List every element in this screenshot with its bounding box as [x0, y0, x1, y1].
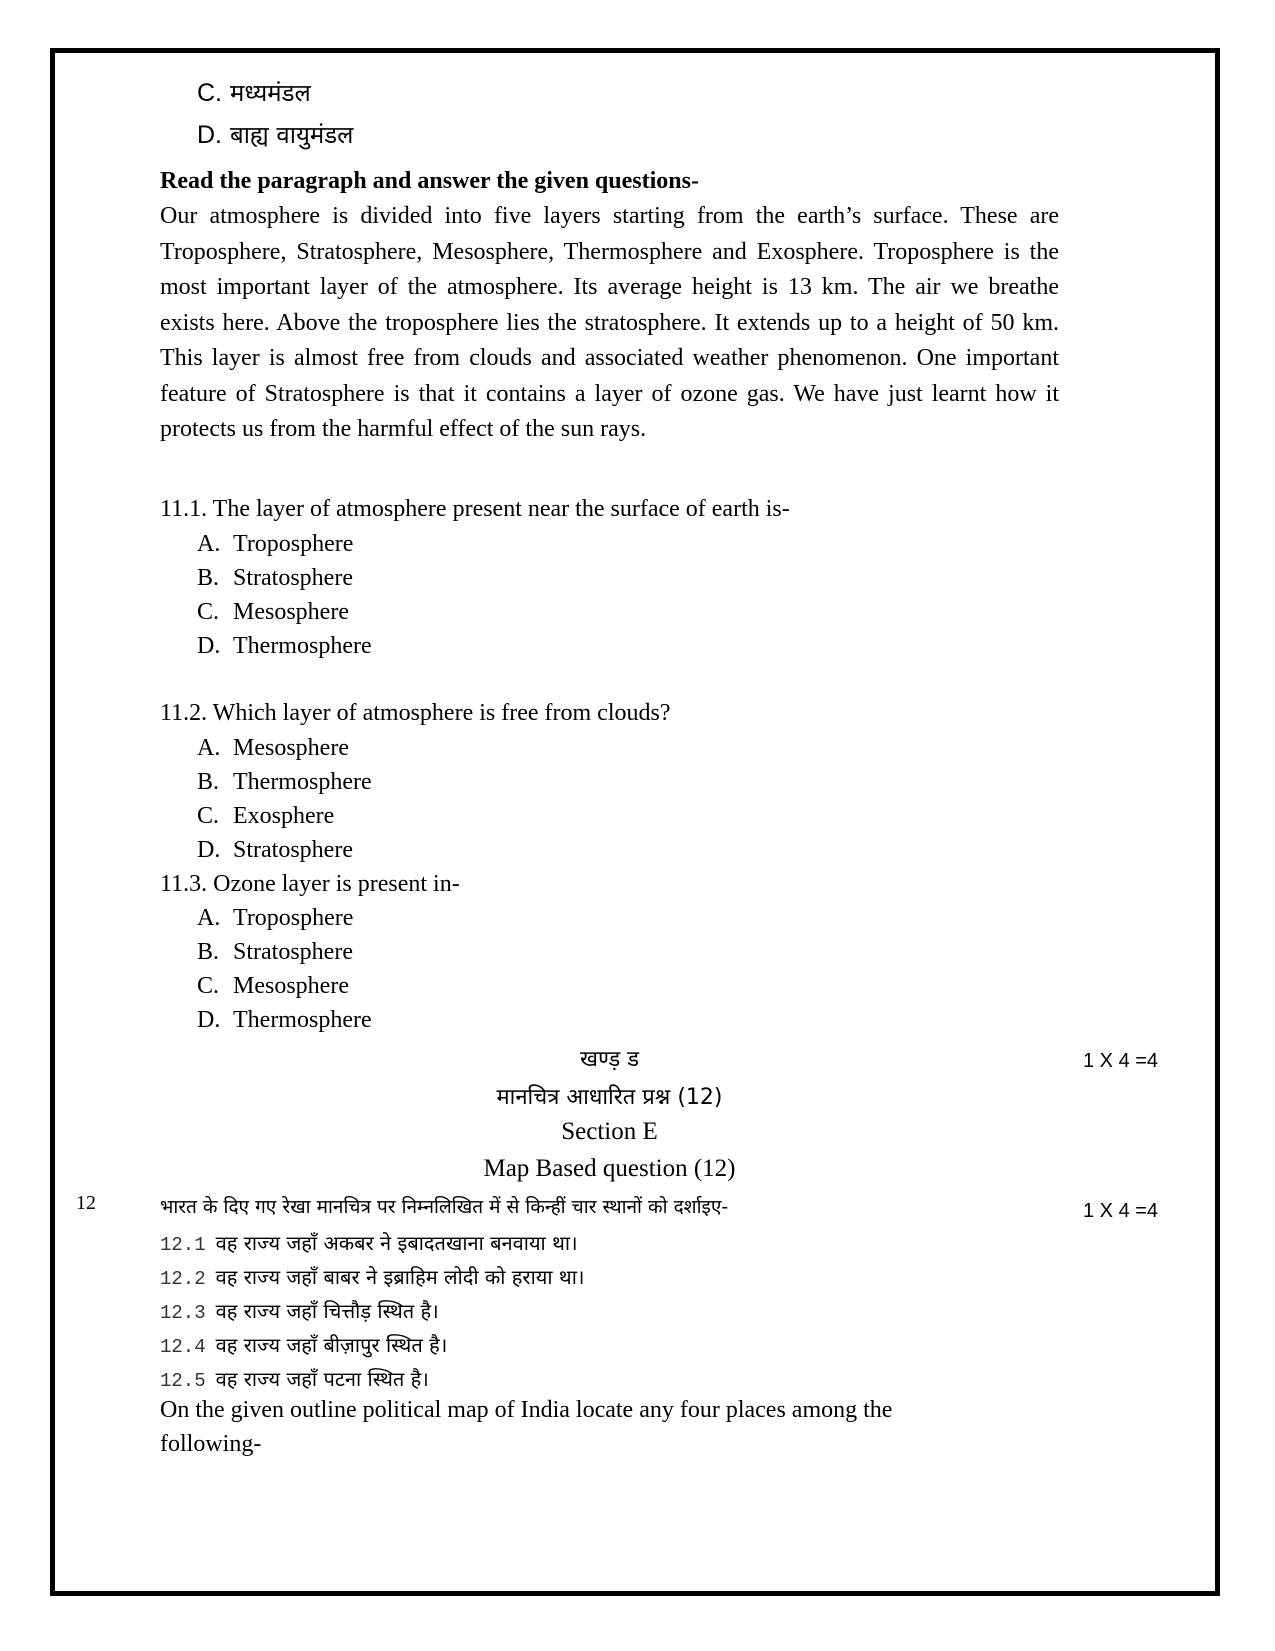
- q1-option-b: B. Stratosphere: [197, 565, 353, 591]
- q2-option-b: B. Thermosphere: [197, 769, 372, 795]
- q2-option-d: D. Stratosphere: [197, 837, 353, 863]
- marks-label: 1 X 4 =4: [1083, 1050, 1159, 1072]
- question-11-1: 11.1. The layer of atmosphere present near the surface of earth is-: [160, 496, 790, 522]
- q3-option-a: A. Troposphere: [197, 905, 354, 931]
- q2-option-a: A. Mesosphere: [197, 735, 349, 761]
- section-title-hindi: खण्ड़ ड: [580, 1047, 639, 1072]
- passage-text: Our atmosphere is divided into five layers starting from the earth’s surface. These are Troposphere, Stratosphere, Mesosphere, Thermosphere and Exosphere. Troposphere is the most important layer of the atmosphere. Its average height is 13 km. The air we breathe exists here. Above the troposphere lies the stratosphere. It extends up to a height of 50 km. This layer is almost free from clouds and associated weather phenomenon. One important feature of Stratosphere is that it contains a layer of ozone gas. We have just learnt how it protects us from the harmful effect of the sun rays.: [160, 203, 1059, 442]
- question-number: 12: [76, 1192, 96, 1214]
- map-item: 12.5 वह राज्य जहाँ पटना स्थित है।: [160, 1367, 429, 1392]
- map-item: 12.2 वह राज्य जहाँ बाबर ने इब्राहिम लोदी को हराया था।: [160, 1265, 585, 1290]
- option-text: मध्यमंडल: [230, 79, 311, 107]
- q2-option-c: C. Exosphere: [197, 803, 335, 829]
- option-c-hindi: [197, 76, 311, 109]
- option-letter: C.: [197, 79, 222, 107]
- english-instruction-cont: following-: [160, 1431, 262, 1457]
- hindi-instruction: भारत के दिए गए रेखा मानचित्र पर निम्नलिखित में से किन्हीं चार स्थानों को दर्शाइए-: [160, 1196, 729, 1218]
- map-item: 12.3 वह राज्य जहाँ चित्तौड़ स्थित है।: [160, 1299, 439, 1324]
- question-11-2: 11.2. Which layer of atmosphere is free from clouds?: [160, 700, 671, 726]
- section-subtitle-hindi: मानचित्र आधारित प्रश्न (12): [496, 1085, 723, 1110]
- q3-option-b: B. Stratosphere: [197, 939, 353, 965]
- q1-option-c: C. Mesosphere: [197, 599, 349, 625]
- q1-option-a: A. Troposphere: [197, 531, 354, 557]
- map-item: 12.4 वह राज्य जहाँ बीज़ापुर स्थित है।: [160, 1333, 448, 1358]
- section-title: Section E: [561, 1118, 658, 1145]
- option-letter: D.: [197, 121, 222, 149]
- passage-heading: Read the paragraph and answer the given questions-: [160, 168, 699, 194]
- q3-option-d: D. Thermosphere: [197, 1007, 372, 1033]
- section-subtitle: Map Based question (12): [483, 1155, 736, 1182]
- english-instruction: On the given outline political map of India locate any four places among the: [160, 1397, 893, 1423]
- q1-option-d: D. Thermosphere: [197, 633, 372, 659]
- option-d-hindi: [197, 118, 353, 151]
- question-11-3: 11.3. Ozone layer is present in-: [160, 871, 460, 897]
- marks-label: 1 X 4 =4: [1083, 1200, 1159, 1222]
- map-item: 12.1 वह राज्य जहाँ अकबर ने इबादतखाना बनवाया था।: [160, 1231, 578, 1256]
- option-text: बाह्य वायुमंडल: [230, 121, 354, 149]
- q3-option-c: C. Mesosphere: [197, 973, 349, 999]
